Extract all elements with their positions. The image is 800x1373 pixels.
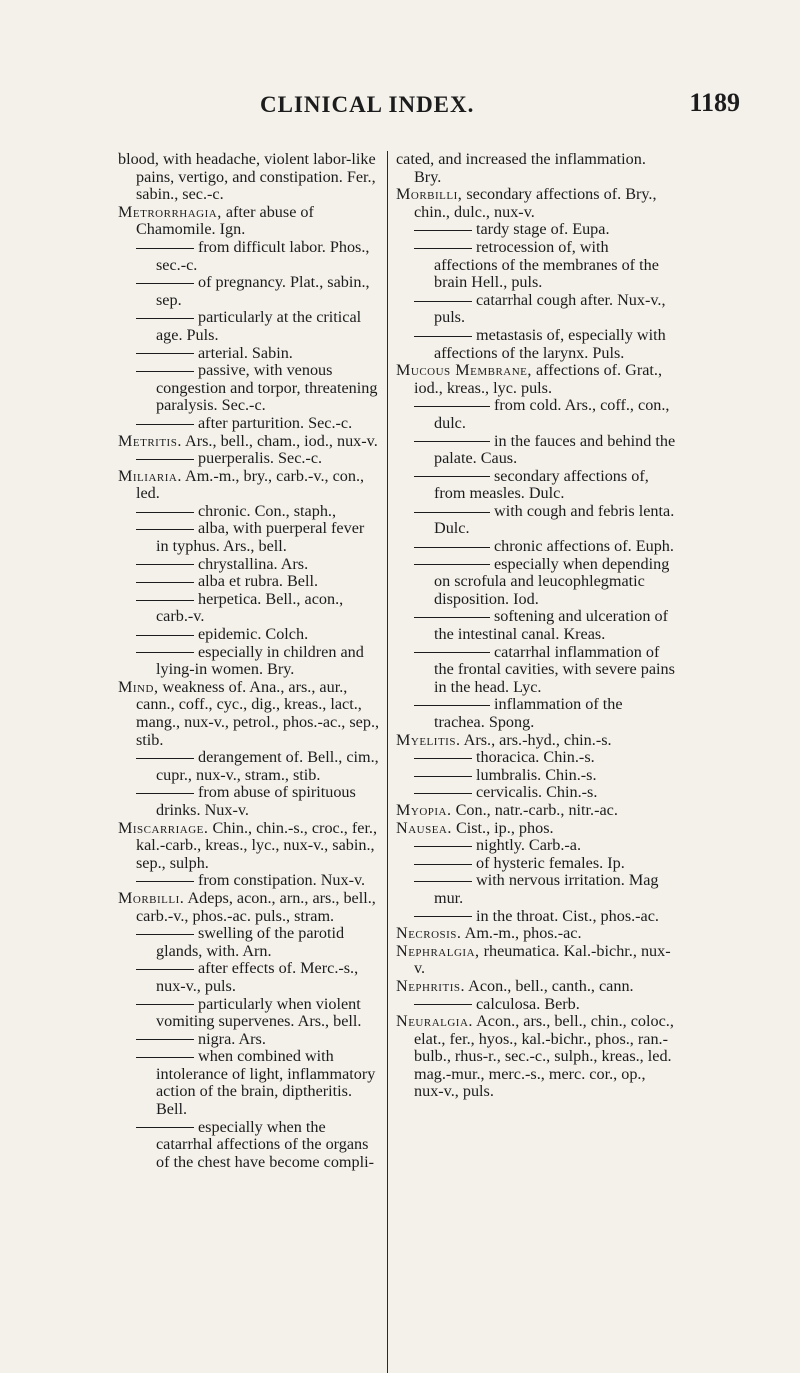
ditto-dash [136,371,194,372]
index-subentry [118,345,380,363]
index-subentry [396,855,676,873]
index-subentry [118,239,380,274]
index-subentry-text: chrystallina. Ars. [198,554,309,573]
index-subentry [118,626,380,644]
index-term: Miliaria. [118,466,182,485]
ditto-dash [414,793,472,794]
page-header [110,88,750,128]
index-subentry [118,1048,380,1118]
index-subentry-text: swelling of the parotid glands, with. Arn. [156,924,345,960]
ditto-dash [136,353,194,354]
index-subentry [396,749,676,767]
index-subentry [396,468,676,503]
running-title: CLINICAL INDEX. [260,92,475,117]
index-term: Metrorrhagia, [118,202,222,221]
index-subentry-text: with cough and febris lenta. Dulc. [434,501,675,538]
ditto-dash [414,301,472,302]
ditto-dash [136,564,194,565]
index-term: Nephralgia, [396,941,480,960]
index-entry [118,890,380,925]
ditto-dash [414,441,490,442]
ditto-dash [136,1127,194,1128]
index-subentry-text: catarrhal inflammation of the frontal cavities, with severe pains in the head. Lyc. [434,642,675,696]
index-subentry [396,292,676,327]
index-entry [396,802,676,820]
ditto-dash [136,459,194,460]
index-entry [396,732,676,750]
index-subentry-text: alba, with puerperal fever in typhus. Ars., bell. [156,519,365,556]
index-subentry [118,309,380,344]
index-subentry-text: alba et rubra. Bell. [198,572,319,591]
index-subentry-text: secondary affections of, from measles. Dulc. [434,466,649,503]
index-subentry [396,696,676,731]
index-continuation [396,151,676,186]
index-subentry [396,397,676,432]
ditto-dash [414,547,490,548]
ditto-dash [414,564,490,565]
index-subentry [396,784,676,802]
index-subentry-text: after effects of. Merc.-s., nux-v., puls. [156,959,359,995]
column-divider [387,151,388,1373]
index-remedies: Acon., bell., canth., cann. [465,976,634,995]
index-subentry-text: with nervous irritation. Mag mur. [434,871,659,907]
index-subentry-text: particularly at the critical age. Puls. [156,308,362,344]
ditto-dash [136,529,194,530]
index-remedies: Ars., bell., cham., iod., nux-v. [181,431,378,450]
index-subentry [118,960,380,995]
index-term: Morbilli, [396,185,463,204]
ditto-dash [136,635,194,636]
ditto-dash [136,652,194,653]
ditto-dash [136,283,194,284]
index-subentry-text: thoracica. Chin.-s. [476,748,595,767]
index-subentry [118,450,380,468]
index-subentry [396,908,676,926]
ditto-dash [136,318,194,319]
index-subentry-text: from cold. Ars., coff., con., dulc. [434,396,670,432]
index-subentry-text: inflammation of the trachea. Spong. [434,695,623,731]
index-subentry [118,644,380,679]
ditto-dash [414,476,490,477]
ditto-dash [136,793,194,794]
index-subentry [396,433,676,468]
index-subentry-text: nigra. Ars. [198,1029,266,1048]
index-subentry-text: chronic. Con., staph., [198,501,337,520]
ditto-dash [136,934,194,935]
index-subentry [118,503,380,521]
index-subentry [118,872,380,890]
index-term: Nausea. [396,818,452,837]
index-subentry-text: derangement of. Bell., cim., cupr., nux-v., stram., stib. [156,748,379,784]
index-subentry-text: in the throat. Cist., phos.-ac. [476,906,659,925]
ditto-dash [136,758,194,759]
index-subentry-text: chronic affections of. Euph. [494,537,674,556]
index-subentry [118,274,380,309]
ditto-dash [136,969,194,970]
index-subentry-text: softening and ulceration of the intestinal canal. Kreas. [434,607,668,644]
index-subentry-text: of hysteric females. Ip. [476,853,625,872]
continuation-text: blood, with headache, violent labor-like pains, vertigo, and constipation. Fer., sabin., sec.-c. [118,150,376,204]
index-term: Metritis. [118,431,182,450]
ditto-dash [136,512,194,513]
index-entry [396,820,676,838]
index-subentry [118,749,380,784]
index-subentry [396,327,676,362]
index-remedies: Adeps, acon., arn., ars., bell., carb.-v., phos.-ac. puls., stram. [136,888,376,925]
index-subentry-text: from difficult labor. Phos., sec.-c. [156,237,370,274]
index-subentry-text: retrocession of, with affections of the membranes of the brain Hell., puls. [434,237,659,292]
index-term: Myelitis. [396,730,461,749]
index-subentry-text: of pregnancy. Plat., sabin., sep. [156,273,370,309]
ditto-dash [414,406,490,407]
index-term: Morbilli. [118,888,185,907]
index-remedies: Am.-m., phos.-ac. [461,924,582,943]
index-subentry-text: from abuse of spirituous drinks. Nux-v. [156,783,356,819]
index-subentry [118,925,380,960]
index-subentry [118,362,380,415]
index-subentry [396,996,676,1014]
index-subentry-text: passive, with venous congestion and torpor, threatening paralysis. Sec.-c. [156,361,378,415]
index-subentry-text: catarrhal cough after. Nux-v., puls. [434,290,666,327]
index-subentry-text: cervicalis. Chin.-s. [476,783,598,802]
left-column [118,151,380,1171]
index-term: Mind, [118,677,159,696]
ditto-dash [414,617,490,618]
ditto-dash [414,652,490,653]
ditto-dash [414,705,490,706]
index-term: Mucous Membrane, [396,361,532,380]
index-subentry-text: puerperalis. Sec.-c. [198,449,323,468]
ditto-dash [414,512,490,513]
right-column [396,151,676,1101]
index-subentry [396,556,676,609]
index-subentry-text: nightly. Carb.-a. [476,836,582,855]
index-subentry [396,239,676,292]
ditto-dash [136,881,194,882]
index-term: Neuralgia. [396,1012,473,1031]
index-entry [396,362,676,397]
index-remedies: weakness of. Ana., ars., aur., cann., coff., cyc., dig., kreas., lact., mang., nux-v., petrol., phos.-ac., sep., stib. [136,677,380,749]
ditto-dash [136,1039,194,1040]
index-subentry [118,1031,380,1049]
index-subentry-text: when combined with intolerance of light, inflammatory action of the brain, diptheritis. Bell. [156,1047,376,1119]
index-subentry [118,784,380,819]
ditto-dash [136,1057,194,1058]
ditto-dash [414,776,472,777]
index-subentry [118,415,380,433]
ditto-dash [136,582,194,583]
index-entry [396,978,676,996]
index-entry [118,204,380,239]
index-remedies: Acon., ars., bell., chin., coloc., elat., fer., hyos., kal.-bichr., phos., ran.-bulb., rhus-r., sec.-c., sulph., kreas., led. mag.-mur., merc.-s., merc. cor., op., nux-v., puls. [414,1012,674,1101]
index-entry [118,820,380,873]
index-subentry-text: metastasis of, especially with affections of the larynx. Puls. [434,325,666,362]
index-remedies: Ars., ars.-hyd., chin.-s. [460,730,612,749]
index-subentry-text: especially when depending on scrofula and leucophlegmatic disposition. Iod. [434,554,670,608]
index-remedies: affections of. Grat., iod., kreas., lyc. puls. [414,361,663,397]
ditto-dash [136,248,194,249]
index-subentry [118,1119,380,1172]
index-subentry-text: tardy stage of. Eupa. [476,220,610,239]
index-subentry-text: arterial. Sabin. [198,343,293,362]
index-entry [396,186,676,221]
ditto-dash [414,758,472,759]
index-term: Necrosis. [396,924,462,943]
index-subentry [396,644,676,697]
index-remedies: Con., natr.-carb., nitr.-ac. [451,800,618,819]
index-subentry [396,221,676,239]
index-subentry-text: herpetica. Bell., acon., carb.-v. [156,589,344,626]
index-remedies: Am.-m., bry., carb.-v., con., led. [136,466,365,503]
index-entry [118,679,380,749]
index-continuation [118,151,380,204]
index-subentry-text: lumbralis. Chin.-s. [476,765,597,784]
index-subentry-text: especially in children and lying-in women. Bry. [156,642,364,679]
page-number: 1189 [689,88,740,117]
ditto-dash [414,248,472,249]
ditto-dash [136,424,194,425]
index-term: Myopia. [396,800,452,819]
ditto-dash [136,1004,194,1005]
index-entry [118,433,380,451]
index-subentry-text: in the fauces and behind the palate. Caus. [434,431,676,468]
ditto-dash [414,916,472,917]
index-term: Miscarriage. [118,818,209,837]
index-subentry [396,503,676,538]
index-subentry [396,608,676,643]
index-term: Nephritis. [396,976,466,995]
index-entry [396,943,676,978]
ditto-dash [414,846,472,847]
index-entry [396,925,676,943]
ditto-dash [414,864,472,865]
index-subentry-text: particularly when violent vomiting supervenes. Ars., bell. [156,994,362,1031]
index-subentry-text: after parturition. Sec.-c. [198,413,353,432]
index-remedies: after abuse of Chamomile. Ign. [136,202,314,239]
index-subentry [396,872,676,907]
ditto-dash [414,230,472,231]
index-subentry [118,556,380,574]
index-entry [396,1013,676,1101]
ditto-dash [414,336,472,337]
index-remedies: Cist., ip., phos. [451,818,554,837]
ditto-dash [414,881,472,882]
index-subentry [118,520,380,555]
ditto-dash [414,1004,472,1005]
index-remedies: rheumatica. Kal.-bichr., nux-v. [414,941,671,978]
index-subentry [118,996,380,1031]
index-subentry-text: especially when the catarrhal affections of the organs of the chest have become compli- [156,1117,374,1171]
index-subentry [396,538,676,556]
index-entry [118,468,380,503]
index-remedies: secondary affections of. Bry., chin., dulc., nux-v. [414,185,657,221]
index-subentry-text: calculosa. Berb. [476,994,580,1013]
index-subentry [118,573,380,591]
ditto-dash [136,600,194,601]
index-subentry [396,837,676,855]
index-subentry-text: from constipation. Nux-v. [198,871,366,890]
index-subentry [118,591,380,626]
index-subentry [396,767,676,785]
index-remedies: Chin., chin.-s., croc., fer., kal.-carb., kreas., lyc., nux-v., sabin., sep., sulph. [136,818,378,872]
continuation-text: cated, and increased the inflammation. Bry. [396,150,646,186]
index-subentry-text: epidemic. Colch. [198,625,309,644]
